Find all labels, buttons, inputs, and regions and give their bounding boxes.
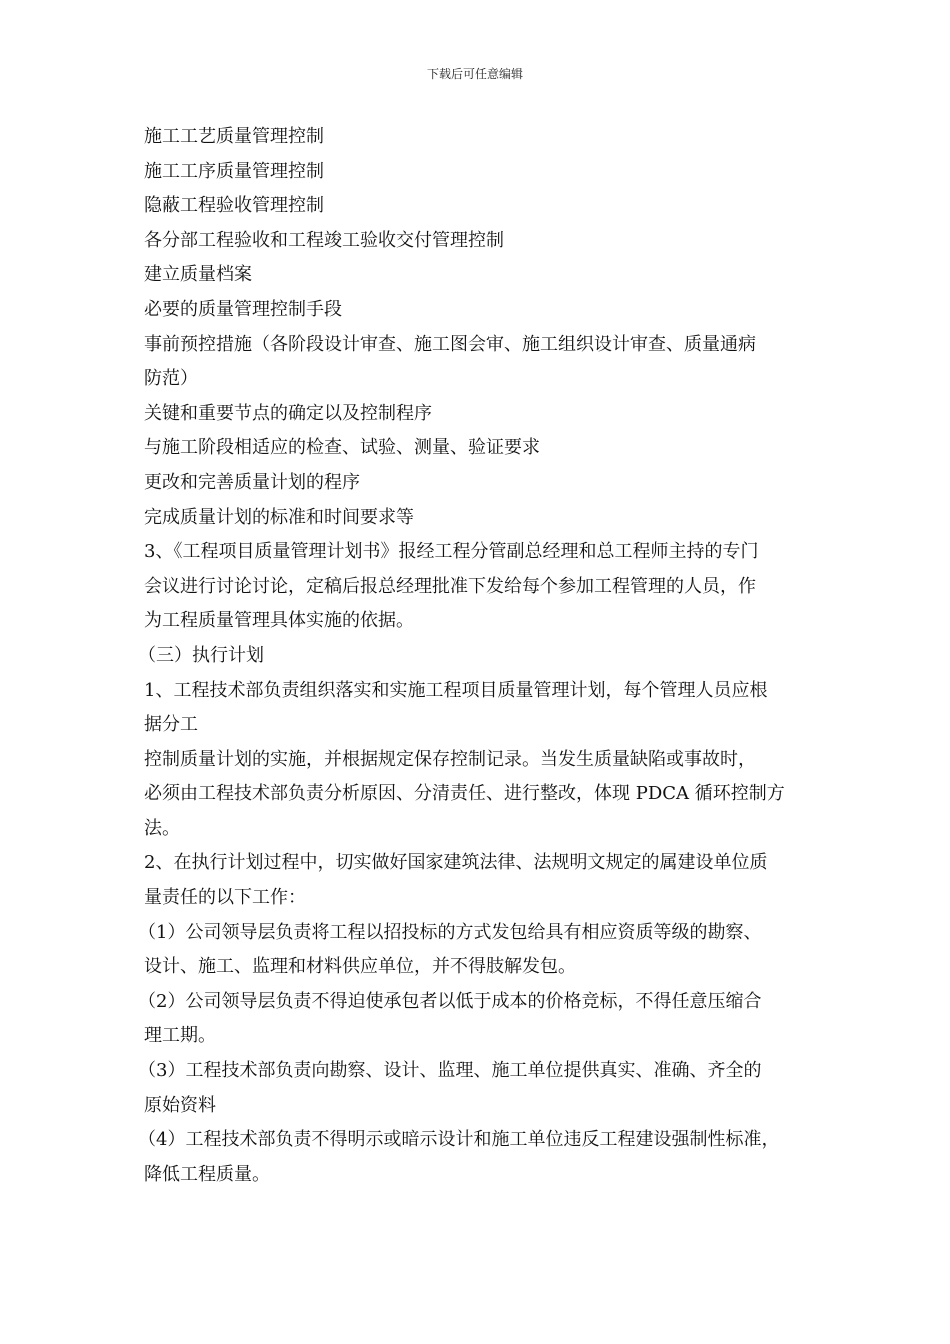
text-line: 理工期。	[144, 1025, 216, 1047]
text-line: 量责任的以下工作：	[144, 887, 306, 909]
text-line: （1）公司领导层负责将工程以招投标的方式发包给具有相应资质等级的勘察、	[138, 921, 762, 943]
section-heading: （三）执行计划	[138, 644, 264, 666]
text-line: 建立质量档案	[144, 264, 252, 286]
text-line: 会议进行讨论讨论，定稿后报总经理批准下发给每个参加工程管理的人员，作	[144, 575, 756, 597]
text-line: 原始资料	[144, 1094, 216, 1116]
text-line: （2）公司领导层负责不得迫使承包者以低于成本的价格竞标，不得任意压缩合	[138, 990, 762, 1012]
text-line: 必要的质量管理控制手段	[144, 298, 342, 320]
text-line: 设计、施工、监理和材料供应单位，并不得肢解发包。	[144, 956, 576, 978]
text-line: 必须由工程技术部负责分析原因、分清责任、进行整改，体现 PDCA 循环控制方	[144, 783, 785, 805]
text-line: 事前预控措施（各阶段设计审查、施工图会审、施工组织设计审查、质量通病	[144, 333, 756, 355]
text-line: 各分部工程验收和工程竣工验收交付管理控制	[144, 229, 504, 251]
document-body	[138, 120, 810, 1192]
page-header: 下载后可任意编辑	[426, 67, 523, 81]
text-line: 2、在执行计划过程中，切实做好国家建筑法律、法规明文规定的属建设单位质	[144, 852, 768, 874]
text-line: 3、《工程项目质量管理计划书》报经工程分管副总经理和总工程师主持的专门	[144, 541, 759, 563]
text-line: 为工程质量管理具体实施的依据。	[144, 610, 414, 632]
text-line: 隐蔽工程验收管理控制	[144, 195, 324, 217]
text-line: 与施工阶段相适应的检查、试验、测量、验证要求	[144, 437, 540, 459]
text-line: 防范）	[144, 368, 198, 390]
text-line: 据分工	[144, 714, 198, 736]
text-line: 完成质量计划的标准和时间要求等	[144, 506, 414, 528]
text-line: 法。	[144, 817, 180, 839]
text-line: （3）工程技术部负责向勘察、设计、监理、施工单位提供真实、准确、齐全的	[138, 1060, 762, 1082]
text-line: 更改和完善质量计划的程序	[144, 471, 360, 493]
text-line: 控制质量计划的实施，并根据规定保存控制记录。当发生质量缺陷或事故时，	[144, 748, 756, 770]
text-line: 关键和重要节点的确定以及控制程序	[144, 402, 432, 424]
text-line: 施工工序质量管理控制	[144, 160, 324, 182]
text-line: 1、工程技术部负责组织落实和实施工程项目质量管理计划，每个管理人员应根	[144, 679, 768, 701]
text-line: （4）工程技术部负责不得明示或暗示设计和施工单位违反工程建设强制性标准，	[138, 1129, 780, 1151]
text-line: 降低工程质量。	[144, 1163, 270, 1185]
text-line: 施工工艺质量管理控制	[144, 126, 324, 147]
